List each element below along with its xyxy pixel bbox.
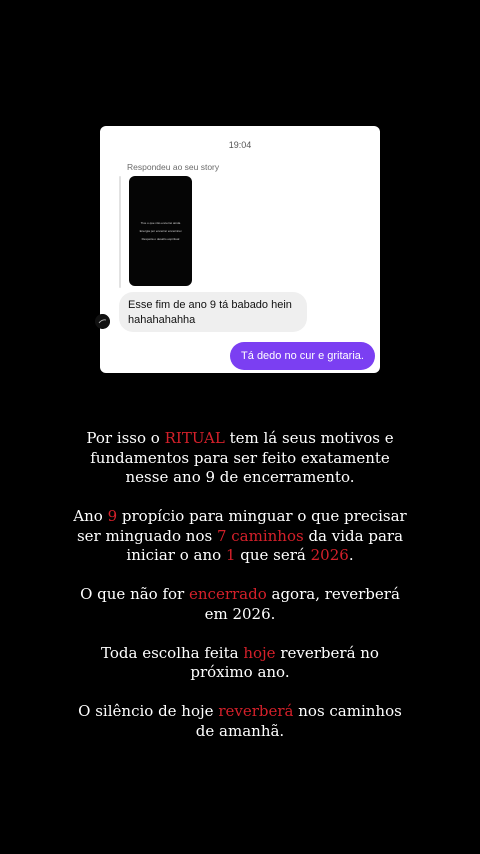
highlight-ritual: RITUAL: [164, 429, 225, 447]
text-span: que será: [235, 546, 311, 564]
message-timestamp: 19:04: [228, 140, 252, 150]
caption-paragraph-2: [70, 507, 410, 566]
story-thumbnail[interactable]: [129, 176, 192, 286]
story-preview-line-3: Respeita o desafio espiritual: [141, 237, 180, 241]
text-span: da vida para iniciar o ano: [126, 526, 404, 564]
caption-paragraph-1: [70, 429, 410, 488]
replied-to-story-label: Respondeu ao seu story: [127, 162, 220, 172]
chat-screenshot-card: [100, 126, 380, 373]
incoming-message-bubble[interactable]: Esse fim de ano 9 tá babado hein hahahahahha: [119, 292, 307, 332]
highlight-encerrado: encerrado: [189, 585, 267, 603]
text-span: nos caminhos de amanhã.: [195, 702, 402, 740]
caption-text-block: [70, 429, 410, 761]
text-span: Por isso o: [86, 429, 165, 447]
caption-paragraph-4: [70, 644, 410, 683]
sender-avatar[interactable]: [95, 314, 110, 329]
text-span: .: [348, 546, 354, 564]
text-span: O que não for: [80, 585, 189, 603]
story-preview-line-2: Energia por encerrar encerrárei: [139, 229, 182, 233]
highlight-hoje: hoje: [243, 643, 276, 662]
highlight-9: 9: [107, 507, 118, 525]
reply-indicator-bar: [119, 176, 121, 288]
story-preview-line-1: Tive o que não encerrei ainda: [140, 221, 181, 225]
highlight-7-caminhos: 7 caminhos: [216, 526, 304, 545]
highlight-1: 1: [225, 546, 236, 564]
text-span: Toda escolha feita: [101, 643, 244, 662]
text-span: agora, reverberá em 2026.: [204, 585, 400, 623]
highlight-2026: 2026: [310, 546, 349, 564]
text-span: propício para minguar o que precisar ser minguado nos: [76, 507, 407, 545]
highlight-reverbera: reverberá: [218, 702, 294, 720]
text-span: tem lá seus motivos e fundamentos para ser feito exatamente nesse ano 9 de encerramento.: [90, 429, 394, 486]
text-span: Ano: [73, 507, 108, 525]
avatar-icon: [95, 314, 110, 329]
caption-paragraph-3: [70, 585, 410, 624]
text-span: O silêncio de hoje: [78, 702, 219, 720]
caption-paragraph-5: [70, 702, 410, 741]
text-span: reverberá no próximo ano.: [190, 643, 379, 681]
outgoing-message-bubble[interactable]: Tá dedo no cur e gritaria.: [230, 342, 375, 370]
